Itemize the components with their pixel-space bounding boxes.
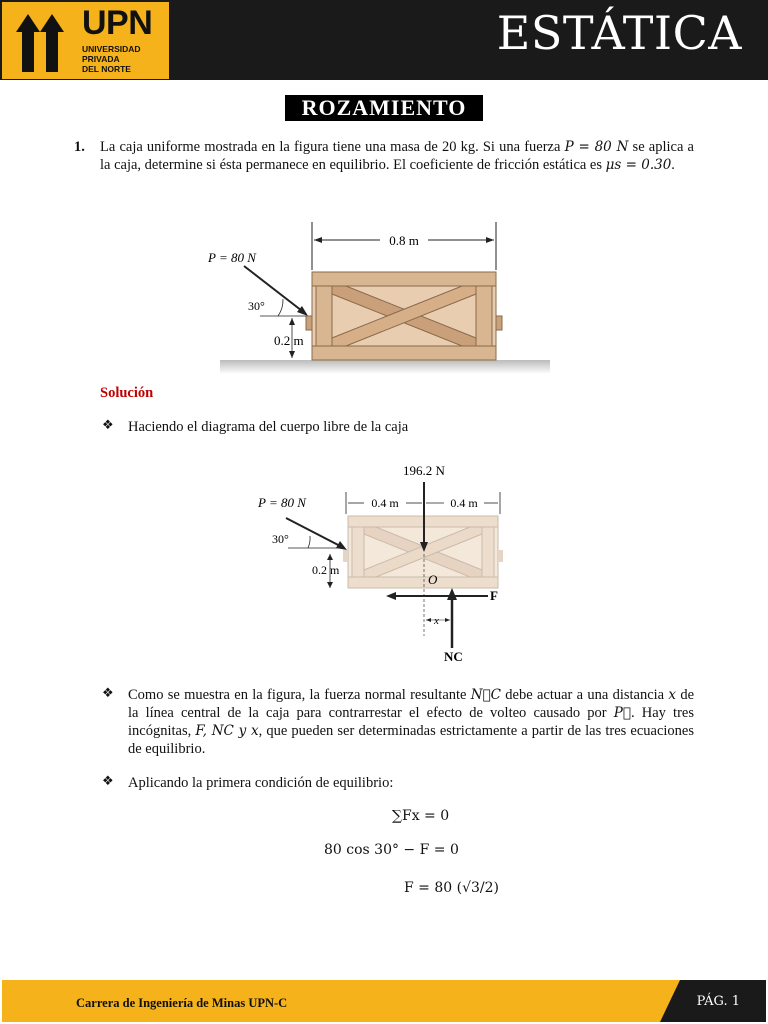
equation-balance: 80 cos 30° − F = 0 <box>324 842 459 858</box>
fbd-force-label: P = 80 N <box>258 495 306 510</box>
page-number: PÁG. 1 <box>696 994 740 1009</box>
weight-label: 196.2 N <box>403 463 445 478</box>
footer-page-box <box>680 980 766 1022</box>
upn-arrow-icon <box>14 8 66 74</box>
footer-bar <box>2 980 682 1022</box>
diamond-bullet-icon: ❖ <box>102 686 114 701</box>
mu-expression: μs = 0.30 <box>605 157 672 173</box>
logo-line-1: UNIVERSIDAD <box>82 44 141 54</box>
logo-line-3: DEL NORTE <box>82 64 131 74</box>
logo-line-2: PRIVADA <box>82 54 120 64</box>
page-header <box>0 0 768 80</box>
diamond-bullet-icon: ❖ <box>102 418 114 433</box>
free-body-diagram <box>248 458 518 668</box>
bullet-fbd: Haciendo el diagrama del cuerpo libre de la caja <box>128 419 409 435</box>
half-right-label: 0.4 m <box>450 496 478 510</box>
equation-sum-fx: ∑Fx = 0 <box>392 808 450 824</box>
equation-friction: F = 80 (√3/2) <box>404 880 499 896</box>
problem-statement: La caja uniforme mostrada en la figura tiene una masa de 20 kg. Si una fuerza P = 80 N se aplica a la caja, determine si ésta permanece en equilibrio. El coeficiente de fricción estática es μs = 0.30. <box>100 139 694 173</box>
crate-figure <box>200 218 570 378</box>
normal-label: NC <box>444 649 463 664</box>
friction-label: F <box>490 588 498 603</box>
problem-number: 1. <box>74 139 85 155</box>
crate <box>306 272 502 360</box>
page-title: ROZAMIENTO <box>285 95 483 121</box>
career-name: Carrera de Ingeniería de Minas UPN-C <box>76 996 288 1010</box>
fbd-angle-label: 30° <box>272 532 289 546</box>
half-left-label: 0.4 m <box>371 496 399 510</box>
x-label: x <box>434 615 439 627</box>
diamond-bullet-icon: ❖ <box>102 774 114 789</box>
page-footer <box>0 978 768 1024</box>
angle-label: 30° <box>248 299 265 313</box>
bullet-equilibrium: Aplicando la primera condición de equilibrio: <box>128 775 394 791</box>
origin-label: O <box>428 572 438 587</box>
fbd-height-label: 0.2 m <box>312 563 340 577</box>
solution-label: Solución <box>100 385 154 401</box>
force-label: P = 80 N <box>208 250 256 265</box>
width-label: 0.8 m <box>389 233 419 248</box>
force-expression: P = 80 N <box>564 139 629 155</box>
logo-brand: UPN <box>82 4 153 42</box>
upn-logo <box>2 2 169 79</box>
floor <box>220 360 550 374</box>
height-label: 0.2 m <box>274 333 304 348</box>
course-title: ESTÁTICA <box>496 6 742 60</box>
bullet-normal-force: Como se muestra en la figura, la fuerza normal resultante N⃗C debe actuar a una distancia x de la línea central de la caja para contrarrestar el efecto de volteo causado por P⃗. Hay tres incógnitas, F, NC y x, que pueden ser determinadas estrictamente a partir de las tres ecuaciones de equilibrio. <box>128 687 694 757</box>
